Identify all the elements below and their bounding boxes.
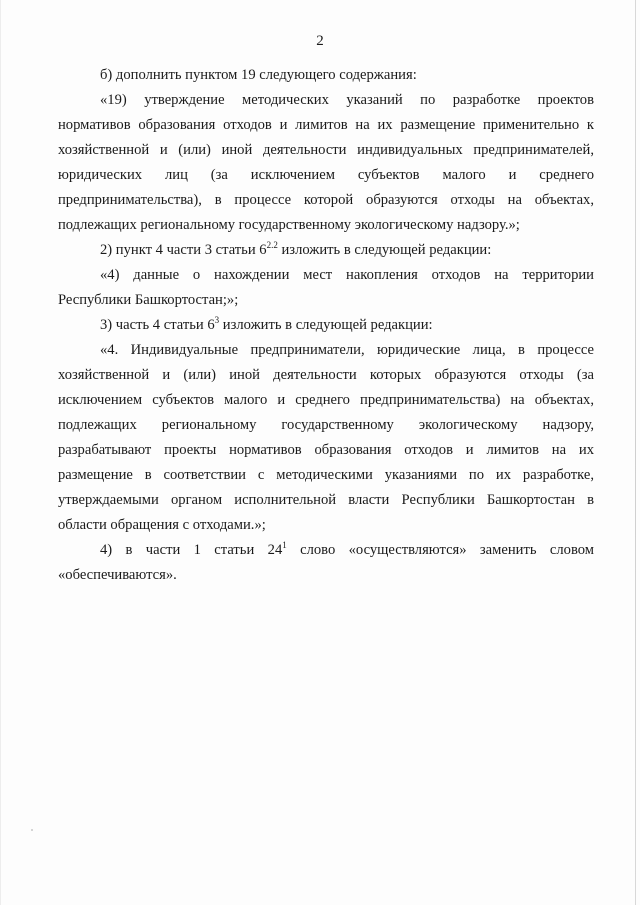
text-line-15: подлежащих региональному государственному экологическому надзору, [58, 417, 594, 433]
text-line-20 [100, 538, 594, 563]
text-line-4: хозяйственной и (или) иной деятельности индивидуальных предпринимателей, [58, 142, 594, 158]
text-line-1: б) дополнить пунктом 19 следующего содержания: [100, 67, 417, 83]
text-line-13: хозяйственной и (или) иной деятельности которых образуются отходы (за [58, 367, 594, 383]
text-line-16: разрабатывают проекты нормативов образования отходов и лимитов на их [58, 442, 594, 458]
text-line-17: размещение в соответствии с методическими указаниями по их разработке, [58, 467, 594, 483]
text-line-8-main: 2) пункт 4 части 3 статьи 6 [100, 242, 267, 258]
text-line-9: «4) данные о нахождении мест накопления отходов на территории [100, 267, 594, 283]
superscript-3: 3 [214, 315, 220, 325]
text-line-12: «4. Индивидуальные предприниматели, юридические лица, в процессе [100, 342, 594, 358]
superscript-1: 1 [282, 540, 287, 550]
text-line-20-main: 4) в части 1 статьи 24 [100, 542, 283, 558]
page-right-edge [635, 0, 636, 905]
text-line-11 [100, 313, 594, 338]
text-line-10: Республики Башкортостан;»; [58, 292, 239, 308]
superscript-2-2: 2.2 [266, 240, 278, 250]
text-line-20-rest: слово «осуществляются» заменить словом [286, 542, 594, 558]
text-line-11-rest: изложить в следующей редакции: [219, 317, 433, 333]
text-line-8 [100, 238, 594, 263]
text-line-18: утверждаемыми органом исполнительной власти Республики Башкортостан в [58, 492, 594, 508]
page-number: 2 [316, 33, 324, 49]
text-line-19: области обращения с отходами.»; [58, 517, 266, 533]
text-line-7: подлежащих региональному государственному экологическому надзору.»; [58, 217, 520, 233]
text-line-2: «19) утверждение методических указаний по разработке проектов [100, 92, 594, 108]
text-line-5: юридических лиц (за исключением субъектов малого и среднего [58, 167, 594, 183]
text-line-11-main: 3) часть 4 статьи 6 [100, 317, 215, 333]
text-line-6: предпринимательства), в процессе которой образуются отходы на объектах, [58, 192, 594, 208]
text-line-14: исключением субъектов малого и среднего предпринимательства) на объектах, [58, 392, 594, 408]
text-line-3: нормативов образования отходов и лимитов на их размещение применительно к [58, 117, 594, 133]
scan-speck [31, 829, 33, 831]
text-line-21: «обеспечиваются». [58, 567, 177, 583]
text-line-8-rest: изложить в следующей редакции: [277, 242, 492, 258]
page-left-edge [0, 0, 1, 905]
